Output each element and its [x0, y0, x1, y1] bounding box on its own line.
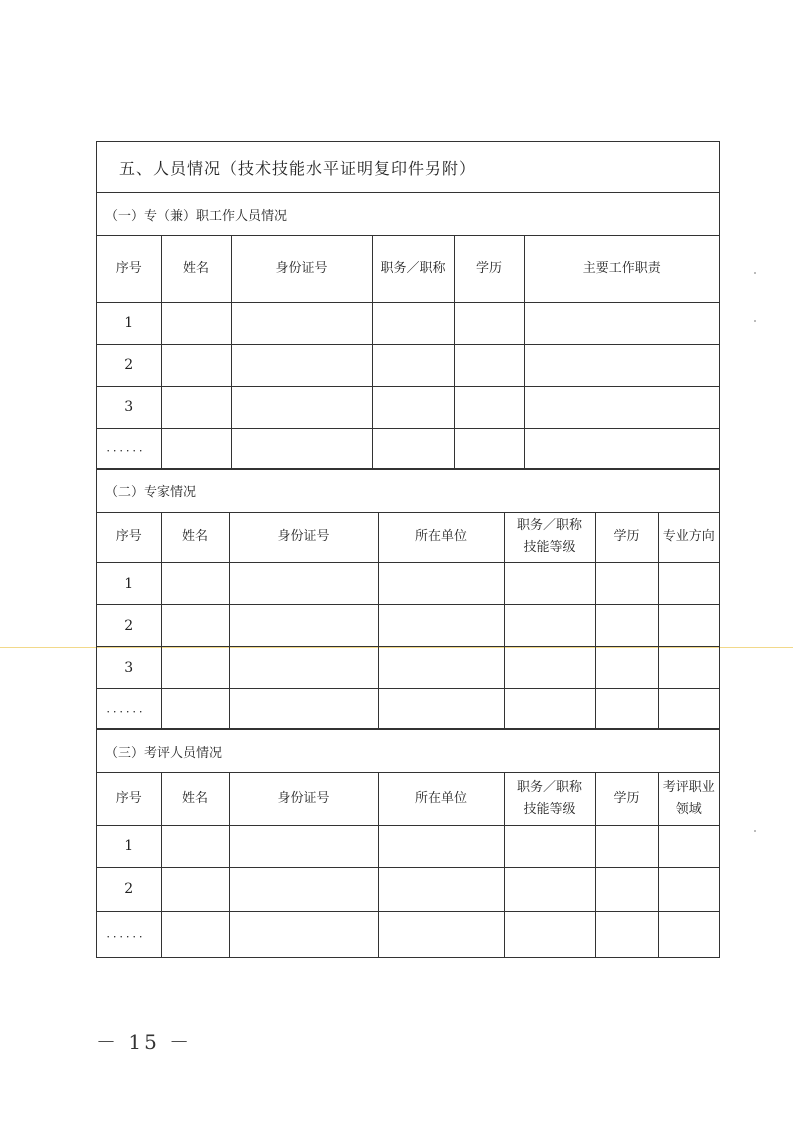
- id-cell[interactable]: [229, 563, 378, 605]
- row-number: 2: [97, 867, 161, 911]
- table-row: [97, 647, 719, 689]
- education-cell[interactable]: [595, 825, 658, 867]
- name-cell[interactable]: [161, 302, 231, 344]
- table-row: [97, 386, 719, 428]
- personnel-form: [96, 141, 720, 958]
- header-cell: 职务／职称: [372, 236, 454, 302]
- name-cell[interactable]: [161, 428, 231, 468]
- education-cell[interactable]: [454, 428, 524, 468]
- field-cell[interactable]: [658, 911, 719, 957]
- title-cell[interactable]: [372, 428, 454, 468]
- name-cell[interactable]: [161, 563, 229, 605]
- header-cell: 专业方向: [658, 513, 719, 563]
- name-cell[interactable]: [161, 689, 229, 729]
- row-ellipsis: ．．．．．．: [97, 689, 161, 729]
- staff-table: [97, 236, 719, 469]
- scan-speck: [754, 320, 756, 322]
- header-cell: 主要工作职责: [524, 236, 719, 302]
- education-cell[interactable]: [454, 302, 524, 344]
- duty-cell[interactable]: [524, 302, 719, 344]
- name-cell[interactable]: [161, 605, 229, 647]
- row-number: 3: [97, 647, 161, 689]
- scan-speck: [754, 272, 756, 274]
- id-cell[interactable]: [229, 825, 378, 867]
- id-cell[interactable]: [231, 344, 372, 386]
- table-row: [97, 428, 719, 468]
- header-cell: 姓名: [161, 513, 229, 563]
- title-cell[interactable]: [372, 386, 454, 428]
- header-cell: 姓名: [161, 236, 231, 302]
- row-number: 2: [97, 605, 161, 647]
- header-cell-two-line: [504, 773, 595, 825]
- name-cell[interactable]: [161, 344, 231, 386]
- page-number: － 15 －: [96, 1030, 193, 1054]
- table-header-row: [97, 773, 719, 825]
- title-cell[interactable]: [504, 605, 595, 647]
- specialty-cell[interactable]: [658, 647, 719, 689]
- id-cell[interactable]: [229, 605, 378, 647]
- name-cell[interactable]: [161, 386, 231, 428]
- header-cell: 身份证号: [229, 513, 378, 563]
- id-cell[interactable]: [229, 867, 378, 911]
- education-cell[interactable]: [454, 344, 524, 386]
- header-cell: 所在单位: [378, 513, 504, 563]
- header-cell-two-line: [504, 513, 595, 563]
- row-number: 2: [97, 344, 161, 386]
- unit-cell[interactable]: [378, 605, 504, 647]
- specialty-cell[interactable]: [658, 605, 719, 647]
- header-line: 领域: [675, 801, 702, 817]
- header-line: 职务／职称: [516, 779, 582, 795]
- id-cell[interactable]: [229, 689, 378, 729]
- duty-cell[interactable]: [524, 428, 719, 468]
- header-cell: 所在单位: [378, 773, 504, 825]
- field-cell[interactable]: [658, 867, 719, 911]
- education-cell[interactable]: [595, 605, 658, 647]
- id-cell[interactable]: [229, 647, 378, 689]
- title-cell[interactable]: [372, 344, 454, 386]
- table-row: [97, 563, 719, 605]
- table-row: [97, 605, 719, 647]
- table-header-row: [97, 513, 719, 563]
- specialty-cell[interactable]: [658, 563, 719, 605]
- education-cell[interactable]: [595, 867, 658, 911]
- unit-cell[interactable]: [378, 825, 504, 867]
- duty-cell[interactable]: [524, 386, 719, 428]
- header-line: 技能等级: [523, 801, 576, 817]
- unit-cell[interactable]: [378, 867, 504, 911]
- id-cell[interactable]: [231, 302, 372, 344]
- row-number: 1: [97, 563, 161, 605]
- title-cell[interactable]: [372, 302, 454, 344]
- education-cell[interactable]: [595, 689, 658, 729]
- title-cell[interactable]: [504, 825, 595, 867]
- title-cell[interactable]: [504, 689, 595, 729]
- unit-cell[interactable]: [378, 689, 504, 729]
- table-row: [97, 911, 719, 957]
- table-row: [97, 825, 719, 867]
- header-cell: 身份证号: [229, 773, 378, 825]
- title-cell[interactable]: [504, 911, 595, 957]
- title-cell[interactable]: [504, 647, 595, 689]
- evaluators-table: [97, 773, 719, 957]
- id-cell[interactable]: [231, 428, 372, 468]
- education-cell[interactable]: [454, 386, 524, 428]
- header-cell: 序号: [97, 513, 161, 563]
- row-number: 3: [97, 386, 161, 428]
- section-heading-experts: （二）专家情况: [97, 469, 719, 513]
- header-line: 考评职业: [662, 779, 715, 795]
- section-heading-staff: （一）专（兼）职工作人员情况: [97, 193, 719, 236]
- title-cell[interactable]: [504, 867, 595, 911]
- duty-cell[interactable]: [524, 344, 719, 386]
- form-title: 五、人员情况（技术技能水平证明复印件另附）: [97, 142, 719, 193]
- education-cell[interactable]: [595, 563, 658, 605]
- unit-cell[interactable]: [378, 563, 504, 605]
- table-row: [97, 344, 719, 386]
- table-row: [97, 867, 719, 911]
- header-cell: 学历: [595, 513, 658, 563]
- name-cell[interactable]: [161, 911, 229, 957]
- header-cell: 身份证号: [231, 236, 372, 302]
- name-cell[interactable]: [161, 867, 229, 911]
- specialty-cell[interactable]: [658, 689, 719, 729]
- name-cell[interactable]: [161, 825, 229, 867]
- header-cell: 姓名: [161, 773, 229, 825]
- education-cell[interactable]: [595, 911, 658, 957]
- table-header-row: [97, 236, 719, 302]
- unit-cell[interactable]: [378, 911, 504, 957]
- row-number: 1: [97, 825, 161, 867]
- row-number: 1: [97, 302, 161, 344]
- title-cell[interactable]: [504, 563, 595, 605]
- row-ellipsis: ．．．．．．: [97, 428, 161, 468]
- education-cell[interactable]: [595, 647, 658, 689]
- id-cell[interactable]: [231, 386, 372, 428]
- section-heading-evaluators: （三）考评人员情况: [97, 729, 719, 773]
- header-cell-two-line: [658, 773, 719, 825]
- id-cell[interactable]: [229, 911, 378, 957]
- experts-table: [97, 513, 719, 730]
- name-cell[interactable]: [161, 647, 229, 689]
- header-cell: 序号: [97, 236, 161, 302]
- header-line: 技能等级: [523, 540, 576, 556]
- header-line: 职务／职称: [516, 518, 582, 534]
- header-cell: 序号: [97, 773, 161, 825]
- header-cell: 学历: [595, 773, 658, 825]
- table-row: [97, 689, 719, 729]
- header-cell: 学历: [454, 236, 524, 302]
- table-row: [97, 302, 719, 344]
- field-cell[interactable]: [658, 825, 719, 867]
- unit-cell[interactable]: [378, 647, 504, 689]
- scan-speck: [754, 830, 756, 832]
- row-ellipsis: ．．．．．．: [97, 911, 161, 957]
